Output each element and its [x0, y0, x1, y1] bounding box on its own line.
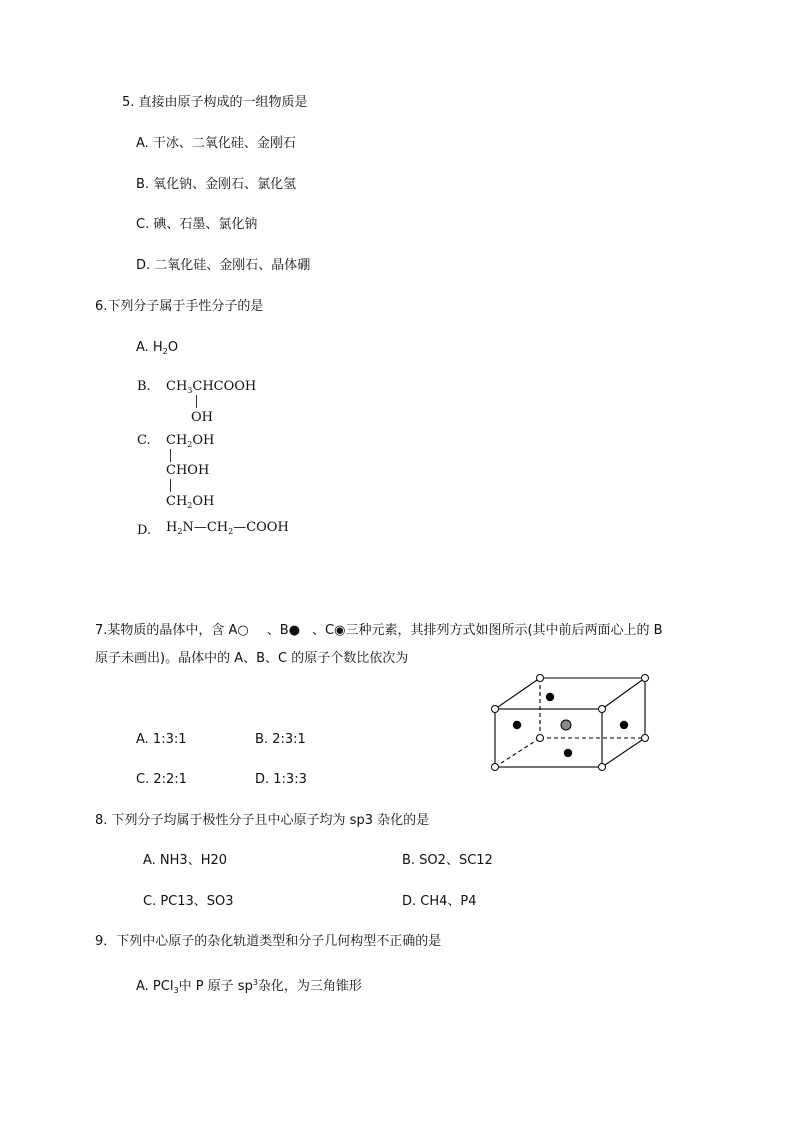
q6-option-c-line2: CHOH — [166, 463, 210, 478]
bond-line — [170, 479, 171, 492]
q6-option-c-label: C. — [137, 433, 151, 448]
q5-option-a: A. 干冰、二氧化硅、金刚石 — [136, 136, 296, 151]
q6-option-b-label: B. — [137, 379, 151, 394]
top-right-edge — [602, 678, 645, 709]
atom-a — [599, 706, 606, 713]
bond-line — [170, 449, 171, 462]
atom-a — [537, 735, 544, 742]
bottom-left-edge-hidden — [495, 738, 540, 767]
q7-stem-line2: 原子未画出)。晶体中的 A、B、C 的原子个数比依次为 — [95, 651, 409, 666]
q5-stem: 5. 直接由原子构成的一组物质是 — [122, 95, 308, 110]
atom-a — [642, 675, 649, 682]
q6-option-c-line3: $CH_2OH$ — [166, 494, 215, 510]
q6-option-c-line1: $CH_2OH$ — [166, 433, 215, 449]
atom-a — [492, 764, 499, 771]
q5-option-b: B. 氧化钠、金刚石、氯化氢 — [136, 177, 297, 192]
q7-option-b: B. 2:3:1 — [255, 732, 306, 747]
q6-option-b-formula: $CH_3CHCOOH$ — [166, 379, 257, 395]
q6-option-d-label: D. — [137, 523, 152, 538]
crystal-cell-diagram — [486, 672, 656, 776]
q8-stem: 8. 下列分子均属于极性分子且中心原子均为 sp3 杂化的是 — [95, 813, 430, 828]
q8-option-b: B. SO2、SC12 — [402, 853, 493, 868]
q7-option-c: C. 2:2:1 — [136, 772, 187, 787]
q8-option-c: C. PC13、SO3 — [143, 894, 234, 909]
q9-option-a: A. PCl$_3$中 P 原子 $sp^3$杂化，为三角锥形 — [136, 978, 362, 995]
atom-a — [492, 706, 499, 713]
atom-b — [564, 749, 572, 757]
q7-option-d: D. 1:3:3 — [255, 772, 307, 787]
bond-line — [196, 395, 197, 408]
q6-stem: 6.下列分子属于手性分子的是 — [95, 299, 264, 314]
q6-option-d-formula: $H_2N—CH_2—COOH$ — [166, 520, 289, 536]
q7-option-a: A. 1:3:1 — [136, 732, 187, 747]
top-left-edge — [495, 678, 540, 709]
q5-option-d: D. 二氧化硅、金刚石、晶体硼 — [136, 258, 311, 273]
atom-a — [537, 675, 544, 682]
atom-a — [599, 764, 606, 771]
q8-option-a: A. NH3、H20 — [143, 853, 228, 868]
bottom-right-edge — [602, 738, 645, 767]
q8-option-d: D. CH4、P4 — [402, 894, 477, 909]
atom-b — [546, 693, 554, 701]
atom-c — [561, 720, 571, 730]
q6-option-b-oh: OH — [191, 410, 213, 425]
atom-b — [513, 721, 521, 729]
atom-b — [620, 721, 628, 729]
q5-option-c: C. 碘、石墨、氯化钠 — [136, 217, 258, 232]
q7-stem-line1: 7.某物质的晶体中，含 A○ 、B● 、C◉三种元素，其排列方式如图所示(其中前后两面心上的 B — [95, 623, 663, 638]
atom-a — [642, 735, 649, 742]
q6-option-a: A. $H_2O$ — [136, 340, 179, 356]
q9-stem: 9．下列中心原子的杂化轨道类型和分子几何构型不正确的是 — [95, 934, 442, 949]
